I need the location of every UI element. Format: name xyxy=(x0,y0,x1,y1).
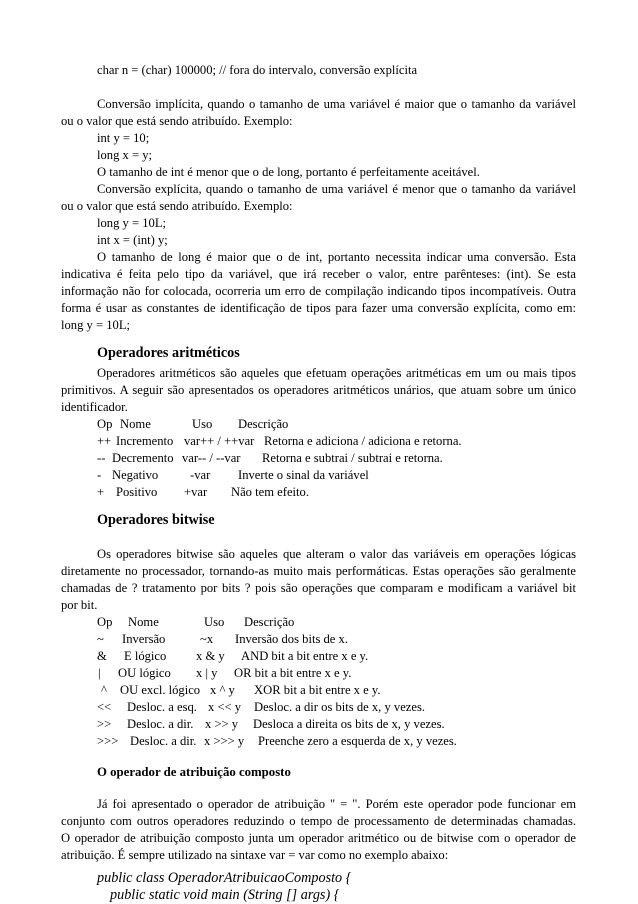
paragraph-line: primitivos. A seguir são apresentados os operadores aritméticos unários, que atuam sobre um único xyxy=(61,383,576,397)
table-cell: -var xyxy=(190,468,211,482)
table-cell: Desloc. a dir. xyxy=(130,734,197,748)
table-cell: Inverte o sinal da variável xyxy=(238,468,369,482)
paragraph-line: O tamanho de long é maior que o de int, portanto necessita indicar uma conversão. Esta xyxy=(97,250,576,264)
table-cell: var-- / --var xyxy=(182,451,241,465)
paragraph-line: Os operadores bitwise são aqueles que alteram o valor das variáveis em operações lógicas xyxy=(97,547,576,561)
table-cell: ~ xyxy=(97,632,104,646)
table-cell: x << y xyxy=(208,700,242,714)
table-cell: Não tem efeito. xyxy=(231,485,309,499)
paragraph-line: ou o valor que está sendo atribuído. Exemplo: xyxy=(61,114,293,128)
paragraph-line: O tamanho de int é menor que o de long, portanto é perfeitamente aceitável. xyxy=(97,165,480,179)
table-cell: Decremento xyxy=(112,451,174,465)
section-heading: Operadores bitwise xyxy=(97,512,215,528)
code-line: public class OperadorAtribuicaoComposto { xyxy=(97,870,352,886)
code-line: long y = 10L; xyxy=(97,216,167,230)
table-cell: x >>> y xyxy=(204,734,245,748)
paragraph-line: long y = 10L; xyxy=(61,318,131,332)
table-cell: ~x xyxy=(200,632,214,646)
table-cell: -- xyxy=(97,451,106,465)
section-heading: O operador de atribuição composto xyxy=(97,765,291,779)
table-cell: Retorna e adiciona / adiciona e retorna. xyxy=(264,434,462,448)
table-cell: + xyxy=(97,485,105,499)
column-header: Nome xyxy=(120,417,151,431)
code-line: char n = (char) 100000; // fora do intervalo, conversão explícita xyxy=(97,63,418,77)
section-heading: Operadores aritméticos xyxy=(97,345,240,361)
table-cell: Inversão xyxy=(122,632,166,646)
table-cell: +var xyxy=(184,485,208,499)
table-cell: ++ xyxy=(97,434,112,448)
paragraph-line: O operador de atribuição composto junta um operador aritmético ou de bitwise com o operador de xyxy=(61,831,576,845)
table-cell: OU lógico xyxy=(118,666,171,680)
paragraph-line: ou o valor que está sendo atribuído. Exemplo: xyxy=(61,199,293,213)
paragraph-line: chamadas de ? tratamento por bits ? pois são operações que comparam e modificam a variável bit xyxy=(61,581,576,595)
column-header: Descrição xyxy=(238,417,289,431)
paragraph-line: Conversão implícita, quando o tamanho de uma variável é maior que o tamanho da variável xyxy=(97,97,576,111)
column-header: Descrição xyxy=(244,615,295,629)
table-cell: | xyxy=(98,666,101,680)
table-cell: OU excl. lógico xyxy=(120,683,201,697)
column-header: Op xyxy=(97,417,113,431)
table-cell: Desloc. a dir. xyxy=(127,717,194,731)
paragraph-line: forma é usar as constantes de identificação de tipos para fazer uma conversão explícita, como em: xyxy=(61,301,576,315)
table-cell: - xyxy=(97,468,102,482)
table-cell: x ^ y xyxy=(210,683,235,697)
paragraph-line: Operadores aritméticos são aqueles que efetuam operações aritméticas em um ou mais tipos xyxy=(97,366,576,380)
column-header: Uso xyxy=(204,615,225,629)
paragraph-line: Conversão explícita, quando o tamanho de uma variável é menor que o tamanho da variável xyxy=(97,182,576,196)
table-cell: AND bit a bit entre x e y. xyxy=(241,649,369,663)
table-cell: ^ xyxy=(101,683,107,697)
paragraph-line: diretamente no processador, tornando-as muito mais performáticas. Estas operações são geralmente xyxy=(61,564,576,578)
table-cell: var++ / ++var xyxy=(184,434,255,448)
table-cell: x >> y xyxy=(205,717,239,731)
column-header: Nome xyxy=(128,615,159,629)
paragraph-line: informação não for colocada, ocorreria um erro de compilação indicando tipos incompatíveis. Outra xyxy=(61,284,576,298)
table-cell: >>> xyxy=(97,734,119,748)
paragraph-line: indicativa é feita pelo tipo da variável, que irá receber o valor, entre parênteses: (int). Se esta xyxy=(61,267,576,281)
table-cell: Desloc. a esq. xyxy=(127,700,197,714)
table-cell: Desloca a direita os bits de x, y vezes. xyxy=(253,717,445,731)
paragraph-line: Já foi apresentado o operador de atribuição " = ". Porém este operador pode funcionar em xyxy=(97,797,576,811)
table-cell: Retorna e subtrai / subtrai e retorna. xyxy=(262,451,443,465)
table-cell: << xyxy=(97,700,112,714)
table-cell: XOR bit a bit entre x e y. xyxy=(254,683,381,697)
table-cell: Desloc. a dir os bits de x, y vezes. xyxy=(254,700,426,714)
table-cell: E lógico xyxy=(124,649,167,663)
column-header: Uso xyxy=(192,417,213,431)
table-cell: OR bit a bit entre x e y. xyxy=(234,666,352,680)
table-cell: Inversão dos bits de x. xyxy=(235,632,348,646)
table-cell: Positivo xyxy=(116,485,158,499)
paragraph-line: identificador. xyxy=(61,400,128,414)
code-line: long x = y; xyxy=(97,148,153,162)
paragraph-line: por bit. xyxy=(61,598,98,612)
code-line: int y = 10; xyxy=(97,131,150,145)
table-cell: Incremento xyxy=(116,434,174,448)
column-header: Op xyxy=(97,615,113,629)
table-cell: >> xyxy=(97,717,112,731)
table-cell: Negativo xyxy=(112,468,159,482)
paragraph-line: atribuição. É sempre utilizado na sintaxe var = var como no exemplo abaixo: xyxy=(61,848,449,862)
table-cell: & xyxy=(97,649,107,663)
table-cell: Preenche zero a esquerda de x, y vezes. xyxy=(258,734,457,748)
code-line: int x = (int) y; xyxy=(97,233,168,247)
code-line: public static void main (String [] args) { xyxy=(110,887,340,903)
paragraph-line: conjunto com outros operadores reduzindo o tempo de processamento de determinadas chamadas. xyxy=(61,814,576,828)
table-cell: x | y xyxy=(196,666,218,680)
table-cell: x & y xyxy=(196,649,225,663)
